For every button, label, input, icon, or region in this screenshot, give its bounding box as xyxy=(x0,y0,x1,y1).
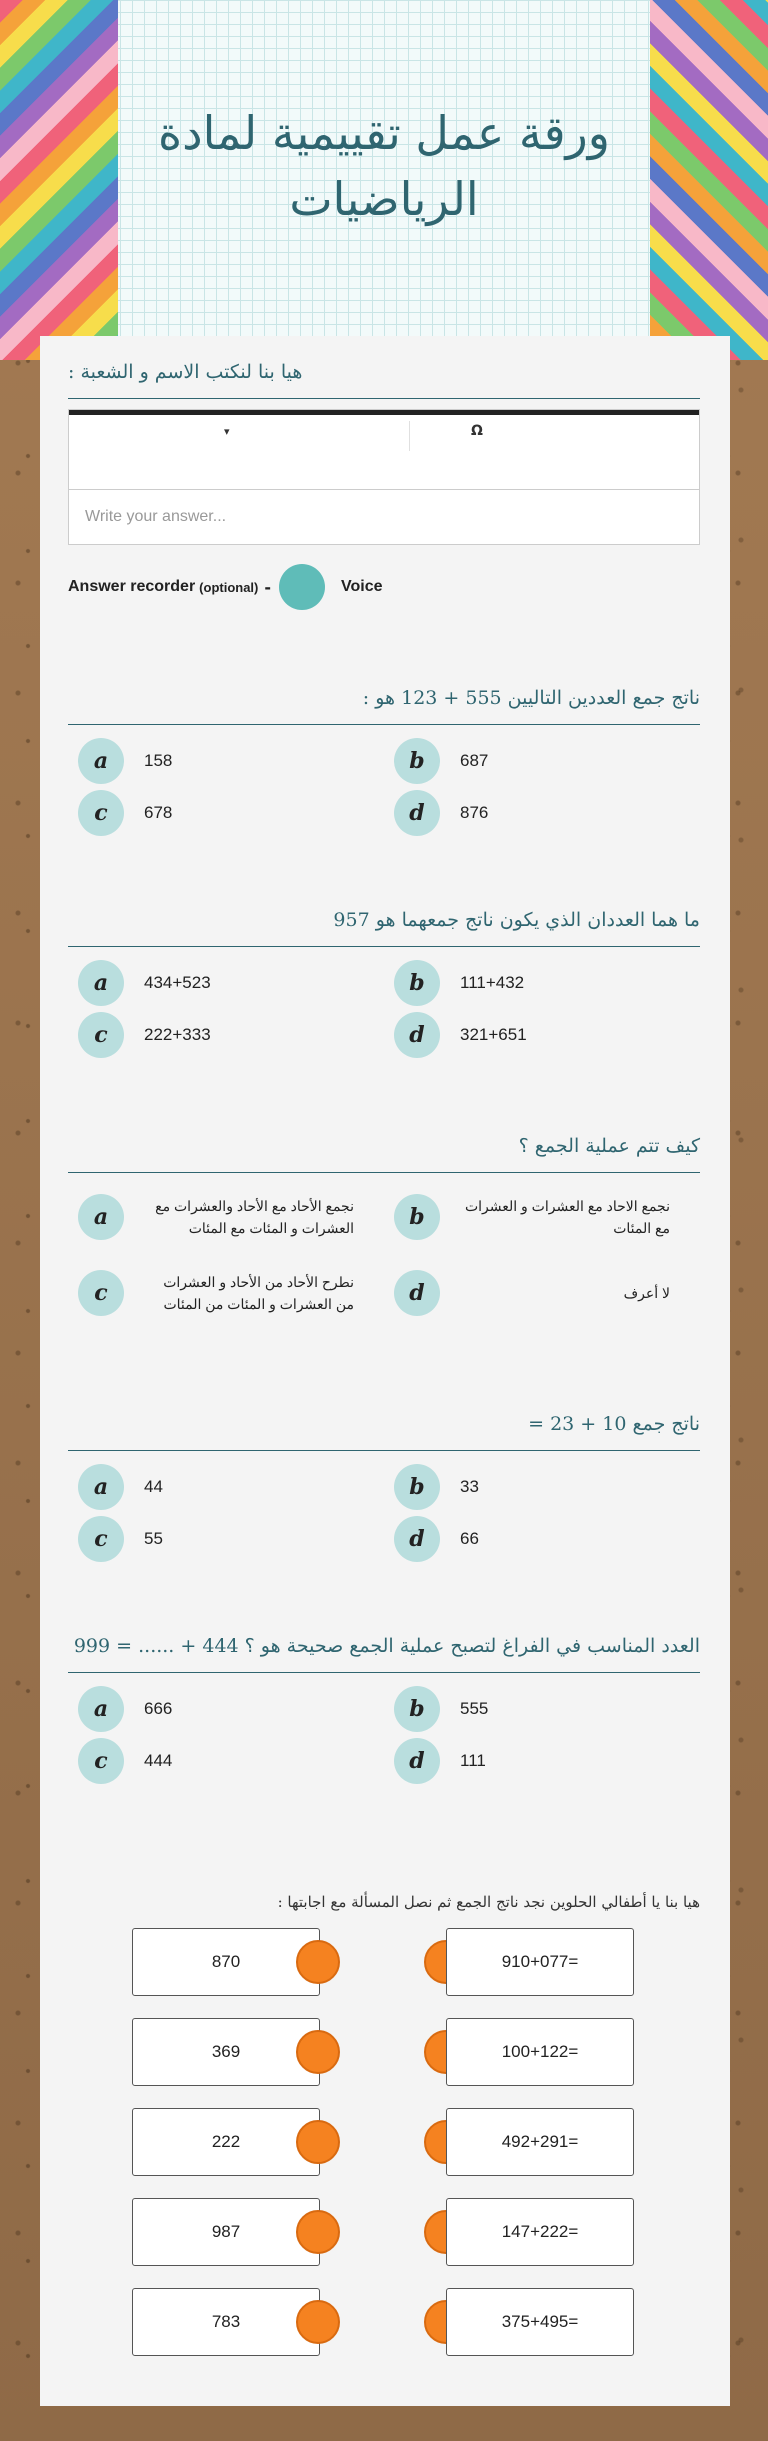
worksheet-card xyxy=(40,336,730,2406)
option-d[interactable] xyxy=(384,1009,700,1061)
option-text: 678 xyxy=(144,803,173,822)
answer-input[interactable] xyxy=(69,490,699,544)
recorder-label: Answer recorder xyxy=(68,578,196,595)
option-text: 66 xyxy=(460,1529,479,1548)
option-letter: b xyxy=(394,738,440,784)
option-b[interactable] xyxy=(384,735,700,787)
question-1 xyxy=(68,684,700,839)
options-grid xyxy=(68,1179,700,1331)
option-c[interactable] xyxy=(68,1255,384,1331)
options-grid xyxy=(68,1683,700,1787)
option-text: 321+651 xyxy=(460,1025,527,1044)
option-text: لا أعرف xyxy=(623,1285,670,1301)
option-letter: a xyxy=(78,738,124,784)
option-letter: b xyxy=(394,1464,440,1510)
intro-section xyxy=(68,358,700,611)
option-c[interactable] xyxy=(68,1009,384,1061)
option-letter: d xyxy=(394,1738,440,1784)
option-letter: d xyxy=(394,1270,440,1316)
option-text: 434+523 xyxy=(144,973,211,992)
question-5 xyxy=(68,1632,700,1787)
option-letter: c xyxy=(78,1270,124,1316)
option-a[interactable] xyxy=(68,957,384,1009)
match-left-item[interactable]: 987 xyxy=(132,2198,320,2266)
match-dot-left[interactable] xyxy=(296,1940,340,1984)
header-banner xyxy=(0,0,768,360)
worksheet-title: ورقة عمل تقييمية لمادة الرياضيات xyxy=(157,106,610,226)
question-3 xyxy=(68,1132,700,1331)
option-c[interactable] xyxy=(68,1513,384,1565)
option-a[interactable] xyxy=(68,1683,384,1735)
format-dropdown[interactable]: ▾ xyxy=(224,425,230,438)
question-title: كيف تتم عملية الجمع ؟ xyxy=(68,1132,700,1173)
options-grid xyxy=(68,735,700,839)
option-letter: a xyxy=(78,960,124,1006)
option-letter: d xyxy=(394,790,440,836)
match-left-item[interactable]: 870 xyxy=(132,1928,320,1996)
option-text: 55 xyxy=(144,1529,163,1548)
question-title: هيا بنا يا أطفالي الحلوين نجد ناتج الجمع ثم نصل المسألة مع اجابتها : xyxy=(277,1893,700,1911)
match-left-item[interactable]: 222 xyxy=(132,2108,320,2176)
option-letter: a xyxy=(78,1194,124,1240)
option-letter: a xyxy=(78,1686,124,1732)
toolbar-divider xyxy=(409,421,410,451)
option-letter: b xyxy=(394,1686,440,1732)
option-b[interactable] xyxy=(384,1683,700,1735)
option-d[interactable] xyxy=(384,787,700,839)
voice-record-button[interactable] xyxy=(279,564,325,610)
recorder-dash: - xyxy=(264,577,272,597)
option-text: 444 xyxy=(144,1751,173,1770)
question-title: ناتج جمع 10 + 23 = xyxy=(68,1410,700,1451)
match-right-item[interactable]: 910+077= xyxy=(446,1928,634,1996)
answer-recorder xyxy=(68,563,700,611)
question-title: العدد المناسب في الفراغ لتصبح عملية الجمع صحيحة هو ؟ 444 + ...... = 999 xyxy=(68,1632,700,1673)
option-text: نطرح الأحاد من الأحاد و العشرات من العشرات و المئات من المئات xyxy=(163,1274,354,1312)
match-left-item[interactable]: 783 xyxy=(132,2288,320,2356)
option-text: 687 xyxy=(460,751,489,770)
match-right-item[interactable]: 147+222= xyxy=(446,2198,634,2266)
option-a[interactable] xyxy=(68,1179,384,1255)
question-title: ناتج جمع العددين التاليين 555 + 123 هو : xyxy=(68,684,700,725)
option-d[interactable] xyxy=(384,1255,700,1331)
option-letter: d xyxy=(394,1516,440,1562)
option-b[interactable] xyxy=(384,1461,700,1513)
option-text: 111 xyxy=(460,1751,486,1770)
question-title: هيا بنا لنكتب الاسم و الشعبة : xyxy=(68,358,700,399)
option-text: نجمع الاحاد مع العشرات و العشرات مع المئات xyxy=(464,1198,670,1236)
option-letter: c xyxy=(78,1516,124,1562)
option-text: 33 xyxy=(460,1477,479,1496)
option-d[interactable] xyxy=(384,1735,700,1787)
question-4 xyxy=(68,1410,700,1565)
option-letter: a xyxy=(78,1464,124,1510)
editor-toolbar xyxy=(69,410,699,490)
option-letter: c xyxy=(78,1012,124,1058)
option-letter: b xyxy=(394,1194,440,1240)
option-b[interactable] xyxy=(384,957,700,1009)
voice-label: Voice xyxy=(341,578,383,595)
match-dot-left[interactable] xyxy=(296,2030,340,2074)
option-text: نجمع الأحاد مع الأحاد والعشرات مع العشرات و المئات مع المئات xyxy=(155,1198,354,1236)
match-dot-left[interactable] xyxy=(296,2210,340,2254)
option-a[interactable] xyxy=(68,1461,384,1513)
match-right-item[interactable]: 100+122= xyxy=(446,2018,634,2086)
option-letter: b xyxy=(394,960,440,1006)
decorative-stripe-left xyxy=(0,0,118,360)
option-c[interactable] xyxy=(68,787,384,839)
option-b[interactable] xyxy=(384,1179,700,1255)
option-text: 44 xyxy=(144,1477,163,1496)
match-right-item[interactable]: 375+495= xyxy=(446,2288,634,2356)
option-letter: d xyxy=(394,1012,440,1058)
answer-editor[interactable] xyxy=(68,409,700,545)
option-a[interactable] xyxy=(68,735,384,787)
option-c[interactable] xyxy=(68,1735,384,1787)
option-text: 555 xyxy=(460,1699,489,1718)
question-2 xyxy=(68,906,700,1061)
option-d[interactable] xyxy=(384,1513,700,1565)
option-text: 666 xyxy=(144,1699,173,1718)
special-characters-icon[interactable]: Ω xyxy=(471,423,483,439)
match-right-item[interactable]: 492+291= xyxy=(446,2108,634,2176)
option-text: 876 xyxy=(460,803,489,822)
option-letter: c xyxy=(78,790,124,836)
recorder-optional: (optional) xyxy=(199,579,259,595)
options-grid xyxy=(68,1461,700,1565)
match-dot-left[interactable] xyxy=(296,2120,340,2164)
match-left-item[interactable]: 369 xyxy=(132,2018,320,2086)
question-title: ما هما العددان الذي يكون ناتج جمعهما هو 957 xyxy=(68,906,700,947)
option-text: 111+432 xyxy=(460,973,525,992)
match-dot-left[interactable] xyxy=(296,2300,340,2344)
option-text: 158 xyxy=(144,751,173,770)
option-text: 222+333 xyxy=(144,1025,211,1044)
option-letter: c xyxy=(78,1738,124,1784)
options-grid xyxy=(68,957,700,1061)
matching-section xyxy=(68,1888,700,1928)
decorative-stripe-right xyxy=(650,0,768,360)
